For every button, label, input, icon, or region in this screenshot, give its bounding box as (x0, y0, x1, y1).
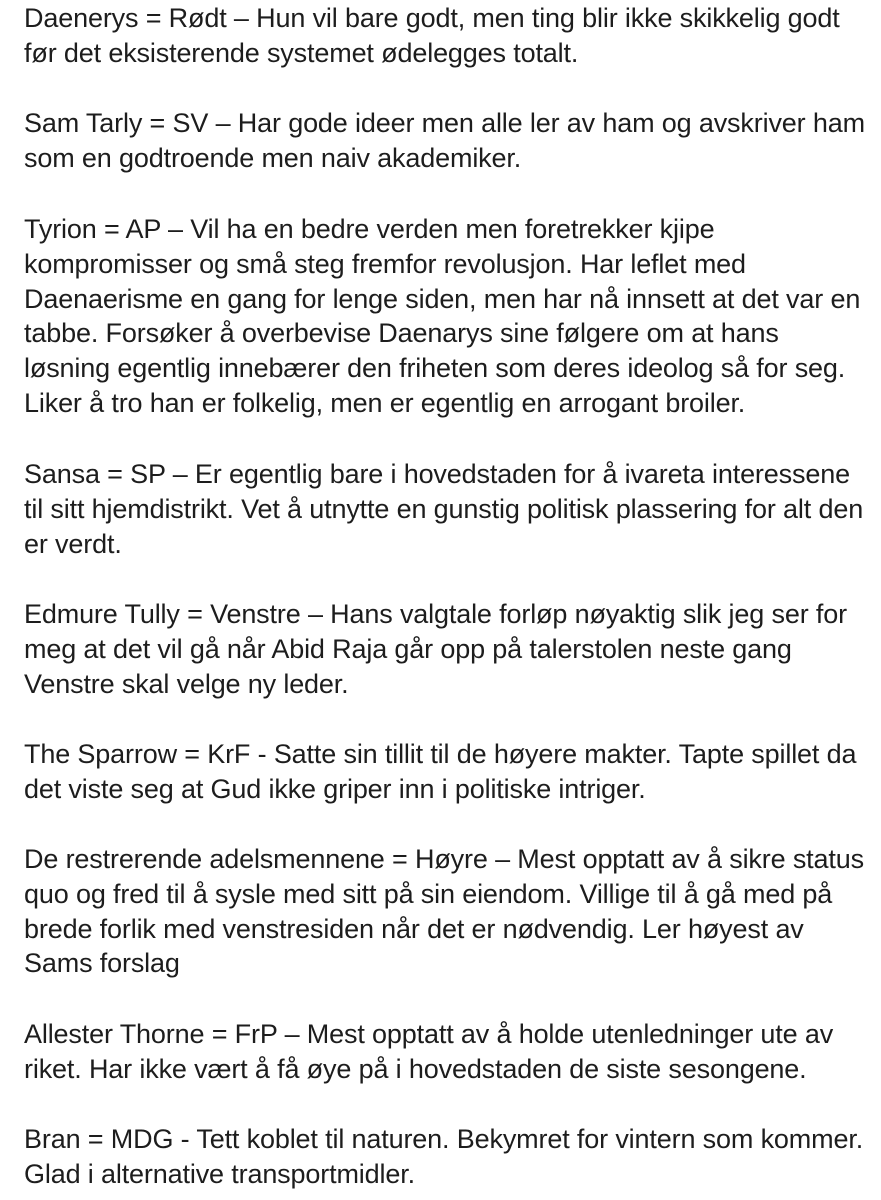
paragraph-tyrion: Tyrion = AP – Vil ha en bedre verden men foretrekker kjipe kompromisser og små steg fremfor revolusjon. Har leflet med Daenaerisme en gang for lenge siden, men har nå innsett at det var en tabbe. Forsøker å overbevise Daenarys sine følgere om at hans løsning egentlig innebærer den friheten som deres ideolog så for seg. Liker å tro han er folkelig, men er egentlig en arrogant broiler. (24, 214, 861, 418)
paragraph-sam-tarly: Sam Tarly = SV – Har gode ideer men alle ler av ham og avskriver ham som en godtroende men naiv akademiker. (24, 108, 865, 173)
paragraph-edmure-tully: Edmure Tully = Venstre – Hans valgtale forløp nøyaktig slik jeg ser for meg at det vil gå når Abid Raja går opp på talerstolen neste gang Venstre skal velge ny leder. (24, 599, 847, 699)
paragraph-adelsmennene: De restrerende adelsmennene = Høyre – Mest opptatt av å sikre status quo og fred til å sysle med sitt på sin eiendom. Villige til å gå med på brede forlik med venstresiden når det er nødvendig. Ler høyest av Sams forslag (24, 844, 864, 979)
paragraph-the-sparrow: The Sparrow = KrF - Satte sin tillit til de høyere makter. Tapte spillet da det viste seg at Gud ikke griper inn i politiske intriger. (24, 739, 857, 804)
paragraph-bran: Bran = MDG - Tett koblet til naturen. Bekymret for vintern som kommer. Glad i alternative transportmidler. (24, 1124, 864, 1189)
paragraph-sansa: Sansa = SP – Er egentlig bare i hovedstaden for å ivareta interessene til sitt hjemdistrikt. Vet å utnytte en gunstig politisk plassering for alt den er verdt. (24, 459, 864, 559)
paragraph-allester-thorne: Allester Thorne = FrP – Mest opptatt av å holde utenledninger ute av riket. Har ikke vært å få øye på i hovedstaden de siste sesongene. (24, 1019, 834, 1084)
paragraph-daenerys: Daenerys = Rødt – Hun vil bare godt, men ting blir ikke skikkelig godt før det eksisterende systemet ødelegges totalt. (24, 3, 840, 68)
